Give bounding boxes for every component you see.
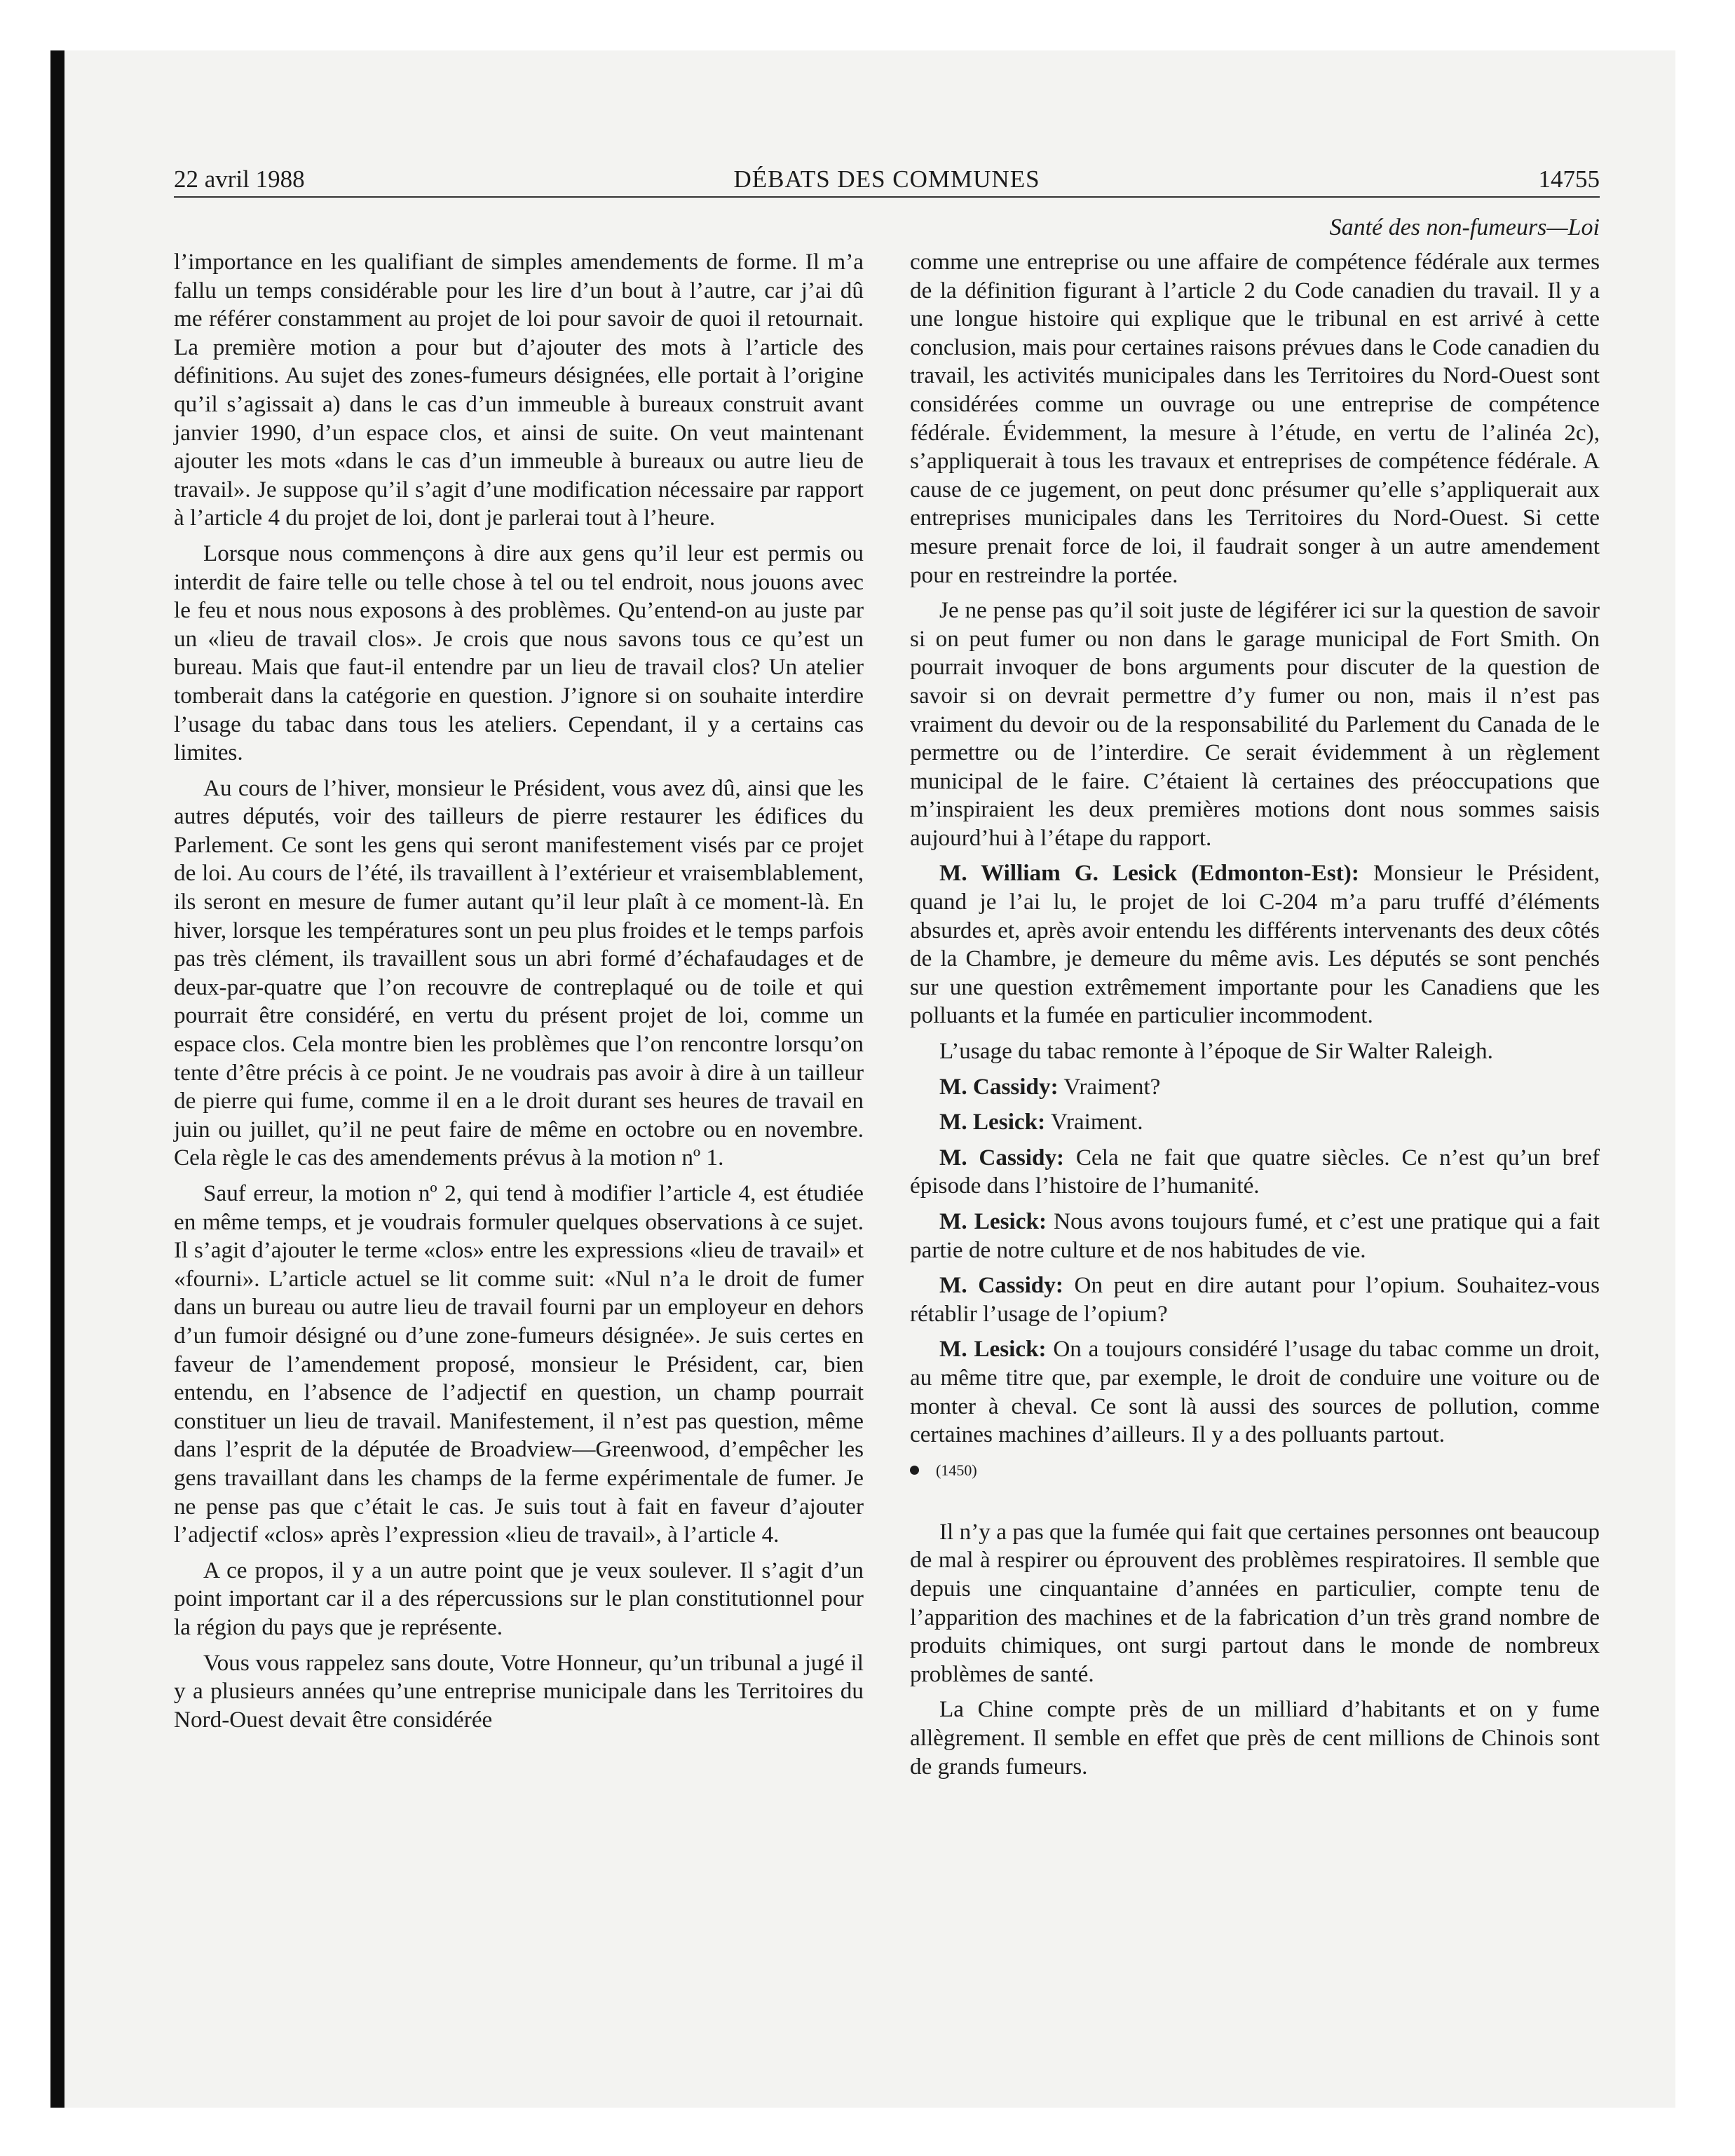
paragraph: La Chine compte près de un milliard d’habitants et on y fume allègrement. Il semble en effet que près de cent millions de Chinois sont de grands fumeurs. [910,1696,1600,1780]
paragraph: l’importance en les qualifiant de simples amendements de forme. Il m’a fallu un temps considérable pour les lire d’un bout à l’autre, car j’ai dû me référer constamment au projet de loi pour savoir de quoi il retournait. La première motion a pour but d’ajouter des mots à l’article des définitions. Au sujet des zones-fumeurs désignées, elle portait à l’origine qu’il s’agissait a) dans le cas d’un immeuble à bureaux construit avant janvier 1990, d’un espace clos, et ainsi de suite. On veut maintenant ajouter les mots «dans le cas d’un immeuble à bureaux ou autre lieu de travail». Je suppose qu’il s’agit d’une modification nécessaire par rapport à l’article 4 du projet de loi, dont je parlerai tout à l’heure. [174,249,864,531]
running-head: Santé des non-fumeurs—Loi [1329,214,1600,240]
speech-text: On peut en dire autant pour l’opium. Souhaitez-vous rétablir l’usage de l’opium? [910,1272,1600,1327]
header-title: DÉBATS DES COMMUNES [733,165,1040,193]
scan-border [50,50,64,2108]
speaker-name: M. Lesick: [939,1208,1047,1234]
exchange [910,1073,1600,1102]
speech-text: Cela ne fait que quatre siècles. Ce n’est qu’un bref épisode dans l’histoire de l’humanité. [910,1144,1600,1199]
speaker-name: M. Cassidy: [939,1272,1063,1299]
speaker-name: M. William G. Lesick (Edmonton-Est): [939,860,1359,887]
speaker-name: M. Lesick: [939,1336,1047,1363]
speech-text: Monsieur le Président, quand je l’ai lu, le projet de loi C-204 m’a paru truffé d’éléments absurdes et, après avoir entendu les différents intervenants des deux côtés de la Chambre, je demeure du même avis. Les députés se sont penchés sur une question extrêmement importante pour les Canadiens que les polluants et la fumée en particulier incommodent. [910,860,1600,1029]
header-date: 22 avril 1988 [174,165,305,193]
speech-text: On a toujours considéré l’usage du tabac comme un droit, au même titre que, par exemple, le droit de conduire une voiture ou de monter à cheval. Ce sont là aussi des sources de pollution, comme certaines machines d’ailleurs. Il y a des polluants partout. [910,1336,1600,1448]
paragraph: Vous vous rappelez sans doute, Votre Honneur, qu’un tribunal a jugé il y a plusieurs années qu’une entreprise municipale dans les Territoires du Nord-Ouest devait être considérée [174,1649,864,1733]
exchange [910,1108,1600,1137]
paragraph: Je ne pense pas qu’il soit juste de légiférer ici sur la question de savoir si on peut fumer ou non dans le garage municipal de Fort Smith. On pourrait invoquer de bons arguments pour discuter de la question de savoir si on devrait permettre d’y fumer ou non, mais il n’est pas vraiment du devoir ou de la responsabilité du Parlement du Canada de le permettre ou de l’interdire. Ce serait évidemment à un règlement municipal de le faire. C’étaient là certaines des préoccupations que m’inspiraient les deux premières motions dont nous sommes saisis aujourd’hui à l’étape du rapport. [910,597,1600,851]
timestamp [910,1456,1600,1485]
left-column [174,248,864,1741]
exchange [910,1144,1600,1201]
bullet-icon [910,1466,919,1475]
paragraph: Sauf erreur, la motion nº 2, qui tend à modifier l’article 4, est étudiée en même temps, et je voudrais formuler quelques observations à ce sujet. Il s’agit d’ajouter le terme «clos» entre les expressions «lieu de travail» et «fourni». L’article actuel se lit comme suit: «Nul n’a le droit de fumer dans un bureau ou autre lieu de travail fourni par un employeur en dehors d’un fumoir désigné ou d’une zone-fumeurs désignée». Je suis certes en faveur de l’amendement proposé, monsieur le Président, car, bien entendu, en l’absence de l’adjectif en question, un champ pourrait constituer un lieu de travail. Manifestement, il n’est pas question, même dans l’esprit de la députée de Broadview—Greenwood, d’empêcher les gens travaillant dans les champs de la ferme expérimentale de fumer. Je ne pense pas que c’était le cas. Je suis tout à fait en faveur d’ajouter l’adjectif «clos» après l’expression «lieu de travail», à l’article 4. [174,1180,864,1548]
paragraph: Au cours de l’hiver, monsieur le Président, vous avez dû, ainsi que les autres députés, voir des tailleurs de pierre restaurer les édifices du Parlement. Ce sont les gens qui seront manifestement visés par ce projet de loi. Au cours de l’été, ils travaillent à l’extérieur et vraisemblablement, ils seront en mesure de fumer autant qu’il leur plaît à ce moment-là. En hiver, lorsque les températures sont un peu plus froides et le temps parfois pas très clément, ils travaillent sous un abri formé d’échafaudages et de deux-par-quatre que l’on recouvre de contreplaqué ou de toile et qui pourrait être considéré, en vertu du présent projet de loi, comme un espace clos. Cela montre bien les problèmes que l’on rencontre lorsqu’on tente d’être précis à ce point. Je ne voudrais pas avoir à dire à un tailleur de pierre qui fume, comme il en a le droit durant ses heures de travail en juin ou juillet, qu’il ne peut faire de même en octobre ou en novembre. Cela règle le cas des amendements prévus à la motion nº 1. [174,775,864,1171]
exchange [910,1335,1600,1449]
speech-text: Vraiment. [1050,1109,1143,1135]
exchange [910,1271,1600,1328]
speaker-name: M. Lesick: [939,1109,1046,1135]
speech-text: Nous avons toujours fumé, et c’est une pratique qui a fait partie de notre culture et de nos habitudes de vie. [910,1208,1600,1263]
paragraph: Il n’y a pas que la fumée qui fait que certaines personnes ont beaucoup de mal à respirer ou éprouvent des problèmes respiratoires. Il semble que depuis une cinquantaine d’années en particulier, compte tenu de l’apparition des machines et de la fabrication d’un très grand nombre de produits chimiques, ont surgi partout dans le monde de nombreux problèmes de santé. [910,1518,1600,1687]
paragraph: L’usage du tabac remonte à l’époque de Sir Walter Raleigh. [939,1038,1493,1065]
speaker-name: M. Cassidy: [939,1073,1059,1100]
paragraph: A ce propos, il y a un autre point que je veux soulever. Il s’agit d’un point important car il a des répercussions sur le plan constitutionnel pour la région du pays que je représente. [174,1557,864,1640]
timestamp-text: (1450) [936,1461,977,1479]
right-column [910,248,1600,1788]
speech [910,859,1600,1030]
paragraph: Lorsque nous commençons à dire aux gens qu’il leur est permis ou interdit de faire telle ou telle chose à tel ou tel endroit, nous jouons avec le feu et nous nous exposons à des problèmes. Qu’entend-on au juste par un «lieu de travail clos». Je crois que nous savons tous ce qu’est un bureau. Mais que faut-il entendre par un lieu de travail clos? Un atelier tomberait dans la catégorie en question. J’ignore si on souhaite interdire l’usage du tabac dans tous les ateliers. Cependant, il y a certains cas limites. [174,540,864,766]
paragraph: comme une entreprise ou une affaire de compétence fédérale aux termes de la définition figurant à l’article 2 du Code canadien du travail. Il y a une longue histoire qui explique que le tribunal en est arrivé à cette conclusion, mais pour certaines raisons prévues dans le Code canadien du travail, les activités municipales dans les Territoires du Nord-Ouest sont considérées comme un ouvrage ou une entreprise de compétence fédérale. Évidemment, la mesure à l’étude, en vertu de l’alinéa 2c), s’appliquerait à tous les travaux et entreprises de compétence fédérale. A cause de ce jugement, on peut donc présumer qu’elle s’appliquerait aux entreprises municipales dans les Territoires du Nord-Ouest. Si cette mesure prenait force de loi, il faudrait songer à un autre amendement pour en restreindre la portée. [910,249,1600,588]
speaker-name: M. Cassidy: [939,1144,1065,1171]
header-rule [174,196,1600,198]
exchange [910,1208,1600,1264]
header-page-number: 14755 [1538,165,1600,193]
speech-text: Vraiment? [1063,1073,1161,1100]
page-header [174,160,1600,199]
